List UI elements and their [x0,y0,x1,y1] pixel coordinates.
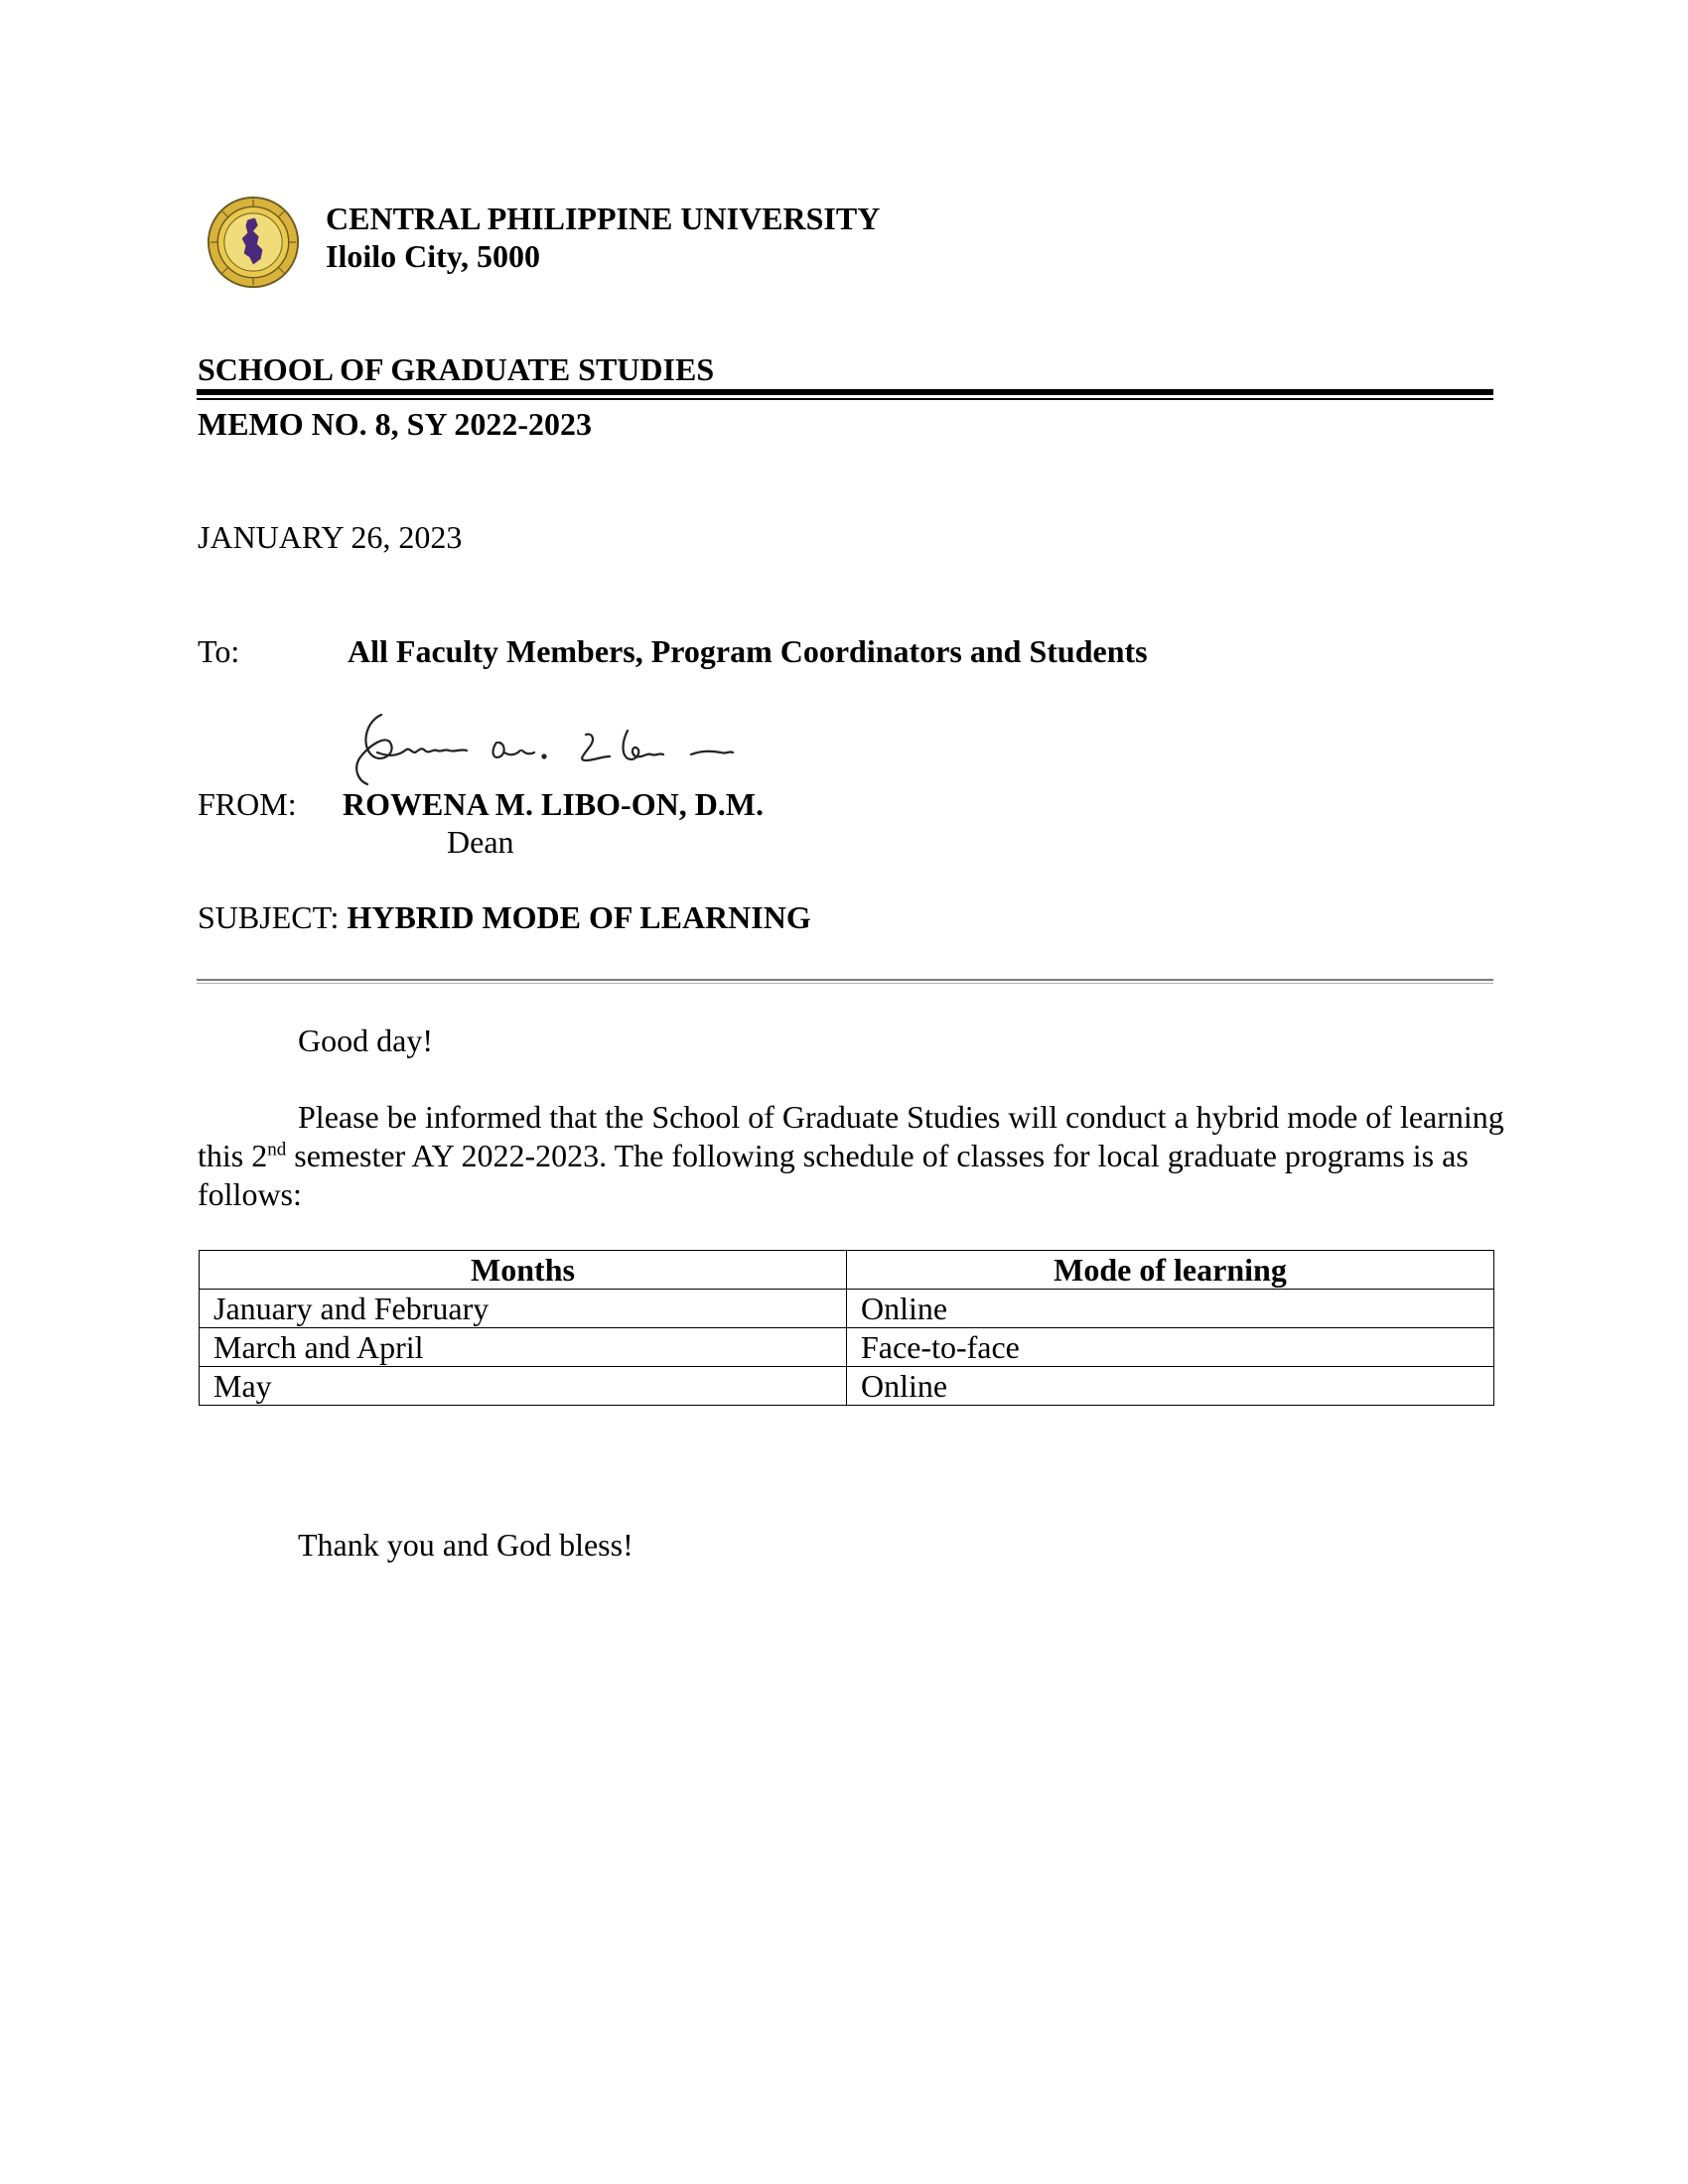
subject-separator [197,979,1493,981]
from-label: FROM: [198,786,297,822]
cell-months: January and February [200,1290,847,1328]
cell-months: March and April [200,1328,847,1367]
schedule-table [199,1250,1494,1406]
memo-date: JANUARY 26, 2023 [198,519,463,555]
subject-separator-shadow [197,983,1493,984]
header-rule-thick [197,389,1493,395]
subject-label: SUBJECT: [198,899,340,935]
university-seal-icon [207,196,300,289]
to-label: To: [198,633,240,669]
table-row [200,1290,1494,1328]
header-rule-thin [197,398,1493,400]
school-name: SCHOOL OF GRADUATE STUDIES [198,351,715,387]
cell-months: May [200,1367,847,1406]
subject-value: HYBRID MODE OF LEARNING [347,899,811,935]
subject-line [198,897,811,937]
greeting: Good day! [298,1023,433,1058]
from-name: ROWENA M. LIBO-ON, D.M. [343,786,764,822]
memo-number: MEMO NO. 8, SY 2022-2023 [198,406,593,442]
header-months: Months [200,1251,847,1290]
dean-signature [348,707,765,796]
from-title: Dean [447,824,514,860]
table-row [200,1328,1494,1367]
university-city: Iloilo City, 5000 [326,238,541,274]
cell-mode: Face-to-face [847,1328,1494,1367]
table-row [200,1367,1494,1406]
table-header-row [200,1251,1494,1290]
body-paragraph [198,1098,1508,1214]
university-name: CENTRAL PHILIPPINE UNIVERSITY [326,201,881,236]
cell-mode: Online [847,1290,1494,1328]
closing-line: Thank you and God bless! [298,1527,633,1563]
to-recipients: All Faculty Members, Program Coordinators and Students [348,633,1148,669]
body-paragraph-part2: semester AY 2022-2023. The following schedule of classes for local graduate programs is as follows: [198,1138,1469,1212]
body-paragraph-part1: Please be informed that the School of Graduate Studies will conduct a hybrid mode of learning this 2 [198,1099,1504,1173]
cell-mode: Online [847,1367,1494,1406]
ordinal-suffix: nd [267,1139,287,1160]
header-mode: Mode of learning [847,1251,1494,1290]
